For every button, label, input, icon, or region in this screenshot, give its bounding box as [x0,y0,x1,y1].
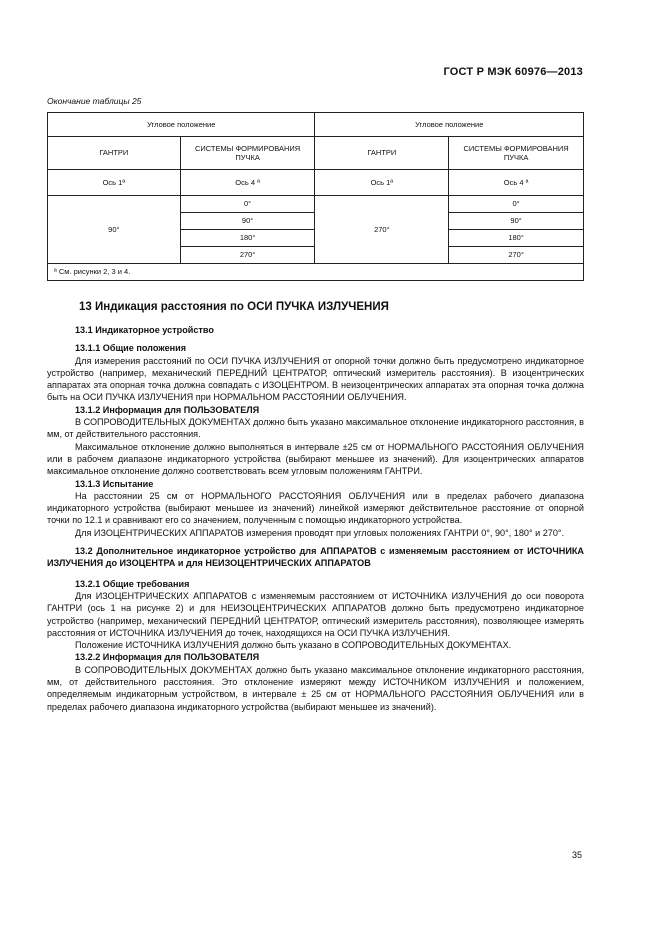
clause-13-1-2-heading: 13.1.2 Информация для ПОЛЬЗОВАТЕЛЯ [75,404,260,415]
paragraph: Для измерения расстояний по ОСИ ПУЧКА ИЗЛУЧЕНИЯ от опорной точки должно быть предусмотрено индикаторное устройство (например, механический ПЕРЕДНИЙ ЦЕНТРАТОР, оптический измеритель расстояния). В изоцентрических аппаратах эта опорная точка должна совпадать с ИЗОЦЕНТРОМ. В неизоцентрических аппаратах эта опорная точка должна быть на ОСИ ПУЧКА ИЗЛУЧЕНИЯ при НОРМАЛЬНОМ РАССТОЯНИИ ОБЛУЧЕНИЯ. [47,355,584,403]
table-25 [47,112,584,281]
col-gantry-left: ГАНТРИ [48,137,181,170]
paragraph: Для ИЗОЦЕНТРИЧЕСКИХ АППАРАТОВ измерения проводят при угловых положениях ГАНТРИ 0°, 90°, 180° и 270°. [75,527,565,538]
clause-13-2-2-heading: 13.2.2 Информация для ПОЛЬЗОВАТЕЛЯ [75,652,260,663]
paragraph: Для ИЗОЦЕНТРИЧЕСКИХ АППАРАТОВ с изменяемым расстоянием от ИСТОЧНИКА ИЗЛУЧЕНИЯ до оси поворота ГАНТРИ (ось 1 на рисунке 2) и для НЕИЗОЦЕНТРИЧЕСКИХ АППАРАТОВ должно быть предусмотрено индикаторное устройство (например, механический ПЕРЕДНИЙ ЦЕНТРАТОР, оптический измеритель расстояния), позволяющее измерять расстояния от ИСТОЧНИКА ИЗЛУЧЕНИЯ до точек, находящихся на ОСИ ПУЧКА ИЗЛУЧЕНИЯ. [47,590,584,638]
section-title: 13 Индикация расстояния по ОСИ ПУЧКА ИЗЛУЧЕНИЯ [79,301,389,313]
beam-left-value: 0° [180,196,315,213]
paragraph: Положение ИСТОЧНИКА ИЗЛУЧЕНИЯ должно быть указано в СОПРОВОДИТЕЛЬНЫХ ДОКУМЕНТАХ. [75,640,512,651]
gantry-left-value: 90° [48,196,181,264]
paragraph: Максимальное отклонение должно выполняться в интервале ±25 см от НОРМАЛЬНОГО РАССТОЯНИЯ ОБЛУЧЕНИЯ или в рабочем диапазоне индикаторного устройства (выбирают меньшее из значений). Для изоцентрических аппаратов максимальное отклонение должно соответствовать всем угловым положениям ГАНТРИ. [47,441,584,477]
section-13 [47,300,584,713]
beam-right-value: 0° [449,196,584,213]
beam-left-value: 90° [180,213,315,230]
paragraph: В СОПРОВОДИТЕЛЬНЫХ ДОКУМЕНТАХ должно быть указано максимальное отклонение индикаторного расстояния, в мм, от действительного расстояния. [47,417,584,440]
subsection-13-1-heading: 13.1 Индикаторное устройство [75,325,214,335]
clause-13-1-3-heading: 13.1.3 Испытание [75,478,154,489]
paragraph: В СОПРОВОДИТЕЛЬНЫХ ДОКУМЕНТАХ должно быть указано максимальное отклонение индикаторного расстояния, мм, от действительного расстояния. Это отклонение измеряют между ИСТОЧНИКОМ ИЗЛУЧЕНИЯ и положением, определяемым индикаторным устройством, в интервале ± 25 см от НОРМАЛЬНОГО РАССТОЯНИЯ ОБЛУЧЕНИЯ или в пределах рабочего диапазона индикаторного устройства (выбирают меньшее из значений). [47,664,584,712]
col-beam-left: СИСТЕМЫ ФОРМИРОВАНИЯ ПУЧКА [180,137,315,170]
group-header-right: Угловое положение [315,113,584,137]
axis1-right: Ось 1ª [315,170,449,196]
group-header-left: Угловое положение [48,113,315,137]
beam-left-value: 180° [180,230,315,247]
beam-right-value: 90° [449,213,584,230]
table-footnote: ª См. рисунки 2, 3 и 4. [48,264,584,281]
axis4-left: Ось 4 ª [180,170,315,196]
beam-right-value: 270° [449,247,584,264]
col-beam-right: СИСТЕМЫ ФОРМИРОВАНИЯ ПУЧКА [449,137,584,170]
page-number: 35 [572,850,583,860]
beam-left-value: 270° [180,247,315,264]
axis4-right: Ось 4 ª [449,170,584,196]
clause-13-2-1-heading: 13.2.1 Общие требования [75,578,190,589]
gantry-right-value: 270° [315,196,449,264]
axis1-left: Ось 1ª [48,170,181,196]
standard-header: ГОСТ Р МЭК 60976—2013 [443,66,583,78]
beam-right-value: 180° [449,230,584,247]
col-gantry-right: ГАНТРИ [315,137,449,170]
subsection-13-2-heading: 13.2 Дополнительное индикаторное устройство для АППАРАТОВ с изменяемым расстоянием от ИСТОЧНИКА ИЗЛУЧЕНИЯ до ИЗОЦЕНТРА и для НЕИЗОЦЕНТРИЧЕСКИХ АППАРАТОВ [47,546,584,569]
clause-13-1-1-heading: 13.1.1 Общие положения [75,343,187,354]
table-caption: Окончание таблицы 25 [47,96,142,106]
paragraph: На расстоянии 25 см от НОРМАЛЬНОГО РАССТОЯНИЯ ОБЛУЧЕНИЯ или в пределах рабочего диапазона индикаторного устройства (выбирают меньшее из значений) линейкой измеряют действительное расстояние от опорной точки по 12.1 и сравнивают его со значением, полученным с помощью индикаторного устройства. [47,490,584,526]
